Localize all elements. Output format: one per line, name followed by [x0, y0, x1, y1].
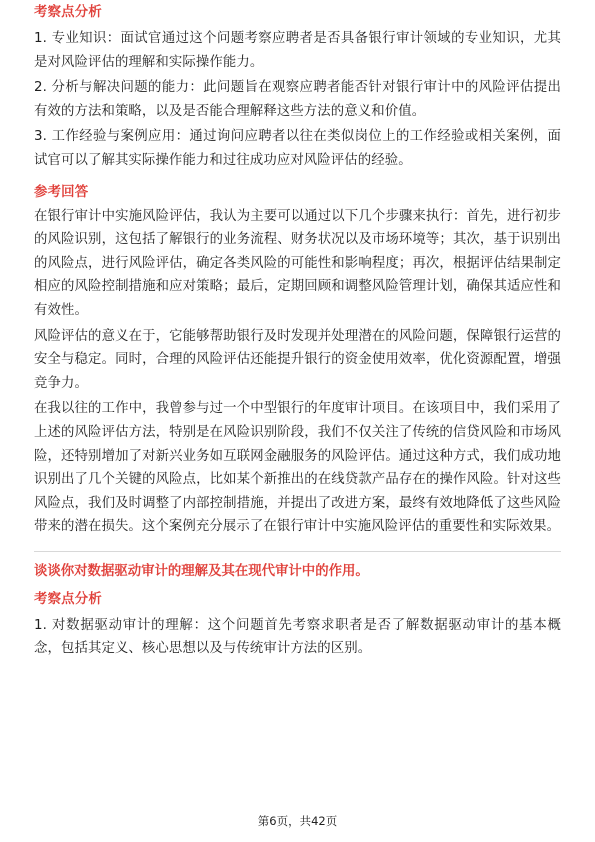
document-page [34, 0, 561, 661]
answer-paragraph-2: 风险评估的意义在于，它能够帮助银行及时发现并处理潜在的风险问题，保障银行运营的安全与稳定。同时，合理的风险评估还能提升银行的资金使用效率，优化资源配置，增强竞争力。 [34, 328, 561, 391]
section-heading-answer: 参考回答 [34, 184, 89, 200]
section-heading-analysis-2: 考察点分析 [34, 591, 102, 607]
analysis-item-2: 2. 分析与解决问题的能力：此问题旨在观察应聘者能否针对银行审计中的风险评估提出有效的方法和策略，以及是否能合理解释这些方法的意义和价值。 [34, 80, 561, 119]
analysis-item-1: 1. 专业知识：面试官通过这个问题考察应聘者是否具备银行审计领域的专业知识，尤其是对风险评估的理解和实际操作能力。 [34, 31, 561, 70]
section-heading-analysis: 考察点分析 [34, 5, 102, 20]
answer-paragraph-3: 在我以往的工作中，我曾参与过一个中型银行的年度审计项目。在该项目中，我们采用了上述的风险评估方法，特别是在风险识别阶段，我们不仅关注了传统的信贷风险和市场风险，还特别增加了对新兴业务如互联网金融服务的风险评估。通过这种方式，我们成功地识别出了几个关键的风险点，比如某个新推出的在线贷款产品存在的操作风险。针对这些风险点，我们及时调整了内部控制措施，并提出了改进方案，最终有效地降低了这些风险带来的潜在损失。这个案例充分展示了在银行审计中实施风险评估的重要性和实际效果。 [34, 401, 561, 535]
question-title: 谈谈你对数据驱动审计的理解及其在现代审计中的作用。 [34, 563, 369, 579]
analysis-item-2-1: 1. 对数据驱动审计的理解：这个问题首先考察求职者是否了解数据驱动审计的基本概念，包括其定义、核心思想以及与传统审计方法的区别。 [34, 617, 561, 657]
answer-paragraph-1: 在银行审计中实施风险评估，我认为主要可以通过以下几个步骤来执行：首先，进行初步的风险识别，这包括了解银行的业务流程、财务状况以及市场环境等；其次，基于识别出的风险点，进行风险评估，确定各类风险的可能性和影响程度；再次，根据评估结果制定相应的风险控制措施和应对策略；最后，定期回顾和调整风险管理计划，确保其适应性和有效性。 [34, 208, 561, 318]
page-number: 第6页，共42页 [257, 814, 338, 828]
analysis-item-3: 3. 工作经验与案例应用：通过询问应聘者以往在类似岗位上的工作经验或相关案例，面试官可以了解其实际操作能力和过往成功应对风险评估的经验。 [34, 129, 561, 168]
